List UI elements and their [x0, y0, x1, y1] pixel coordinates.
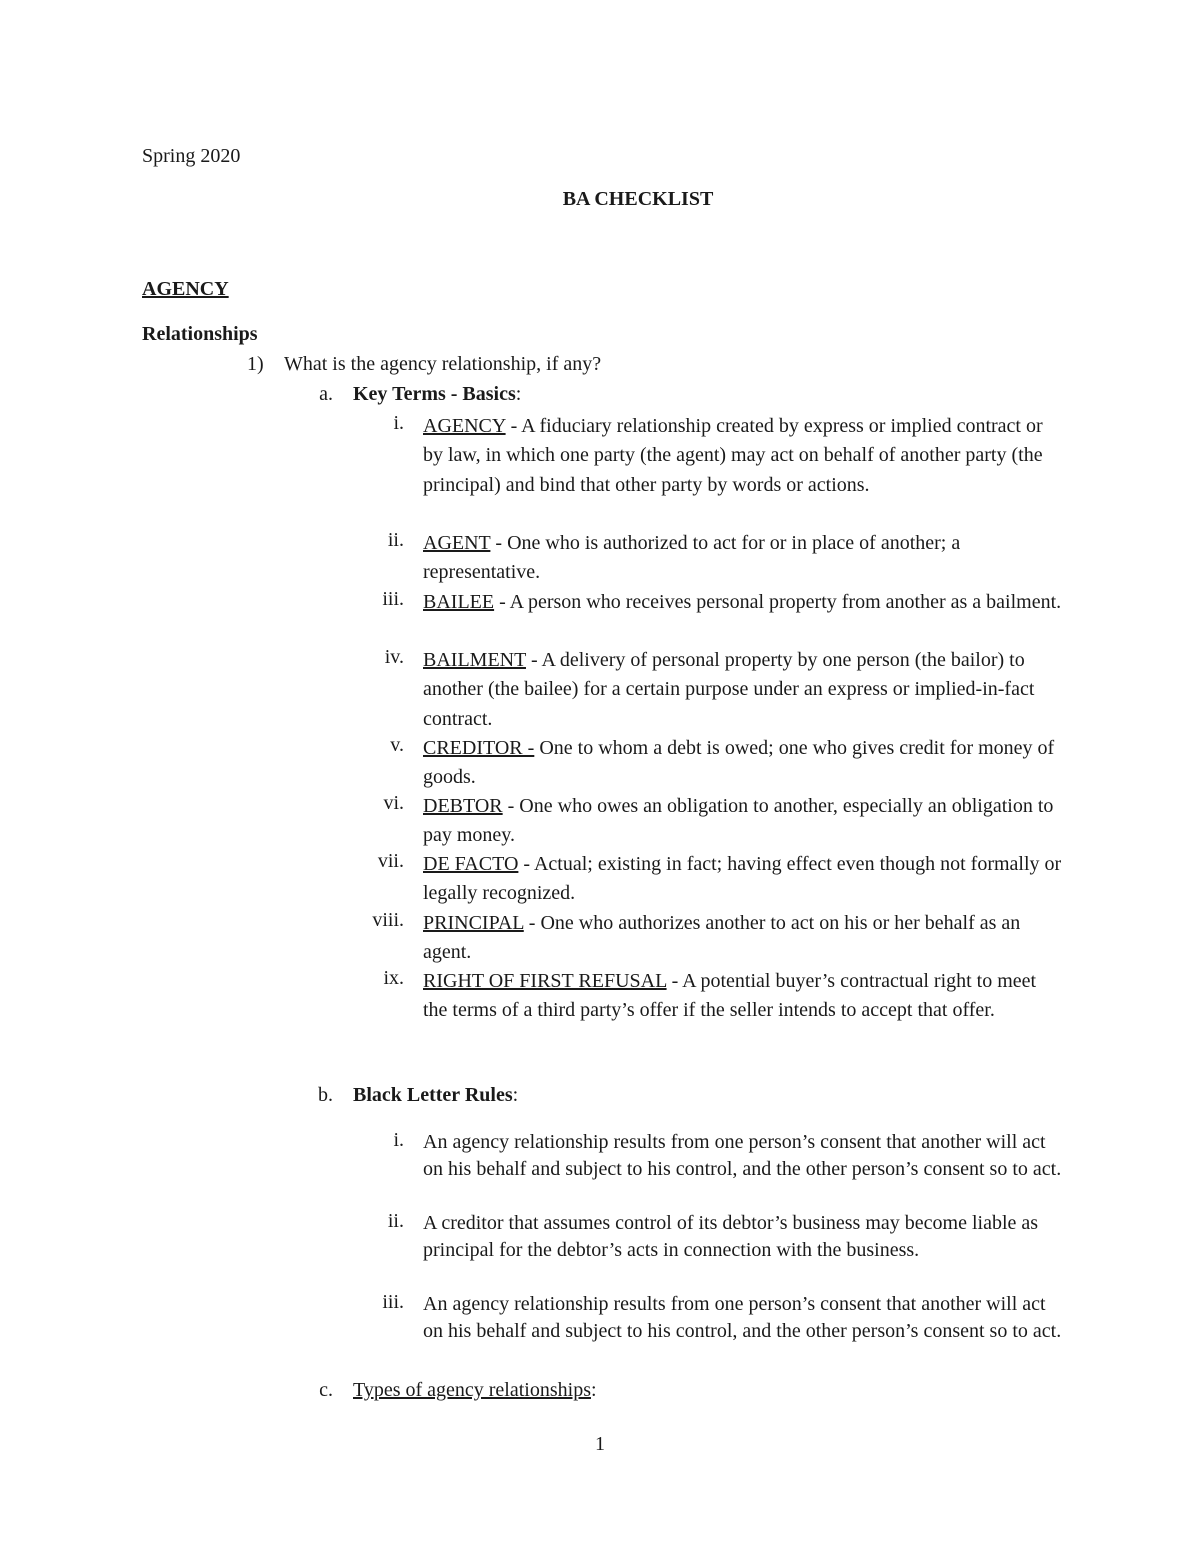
key-term-numeral: vi.: [383, 792, 404, 814]
key-term-name: AGENT: [423, 532, 491, 554]
types-colon: :: [590, 1379, 597, 1401]
key-term-numeral: ix.: [383, 967, 404, 989]
key-terms-heading-text: Key Terms - Basics: [353, 383, 516, 405]
key-term-numeral: ii.: [387, 529, 404, 551]
rule-numeral: i.: [393, 1129, 404, 1151]
key-term-name: PRINCIPAL: [423, 912, 524, 934]
key-term-item: [423, 909, 1063, 968]
key-term-item: [423, 850, 1063, 909]
key-term-numeral: viii.: [372, 909, 404, 931]
key-term-numeral: i.: [393, 412, 404, 434]
key-term-numeral: vii.: [377, 850, 404, 872]
types-heading: [353, 1379, 597, 1402]
key-term-item: [423, 529, 1063, 588]
key-term-name: CREDITOR -: [423, 737, 535, 759]
key-term-name: BAILEE: [423, 591, 495, 613]
key-term-item: [423, 792, 1063, 851]
key-term-name: BAILMENT: [423, 649, 526, 671]
black-letter-heading-text: Black Letter Rules: [353, 1084, 513, 1106]
document-header-term: Spring 2020: [142, 145, 241, 167]
key-term-name: RIGHT OF FIRST REFUSAL: [423, 970, 667, 992]
document-title: BA CHECKLIST: [562, 188, 714, 210]
key-term-definition: - One who owes an obligation to another, especially an obligation to pay money.: [423, 795, 1054, 847]
key-term-definition: - One who authorizes another to act on his or her behalf as an agent.: [423, 912, 1021, 964]
key-term-name: DEBTOR: [423, 795, 503, 817]
key-term-name: AGENCY: [423, 415, 506, 437]
key-term-item: [423, 588, 1063, 617]
key-term-item: [423, 646, 1063, 734]
black-letter-heading: [353, 1084, 518, 1107]
key-term-definition: - Actual; existing in fact; having effect even though not formally or legally recognized.: [423, 853, 1062, 905]
key-term-definition: One to whom a debt is owed; one who gives credit for money of goods.: [423, 737, 1055, 789]
key-term-item: [423, 412, 1063, 500]
key-term-numeral: v.: [390, 734, 404, 756]
key-term-definition: - A potential buyer’s contractual right to meet the terms of a third party’s offer if the seller intends to accept that offer.: [423, 970, 1037, 1022]
rule-text: An agency relationship results from one person’s consent that another will act on his behalf and subject to his control, and the other person’s consent so to act.: [423, 1293, 1062, 1343]
types-heading-text: Types of agency relationships: [353, 1379, 591, 1401]
key-term-numeral: iv.: [384, 646, 404, 668]
key-term-definition: - A delivery of personal property by one person (the bailor) to another (the bailee) for a certain purpose under an express or implied-in-fact contract.: [423, 649, 1035, 730]
subsection-heading: Relationships: [142, 323, 258, 345]
rule-numeral: iii.: [382, 1291, 404, 1313]
key-term-definition: - One who is authorized to act for or in place of another; a representative.: [423, 532, 961, 584]
black-letter-letter: b.: [318, 1084, 333, 1106]
question-number: 1): [247, 353, 264, 375]
black-letter-colon: :: [512, 1084, 519, 1106]
key-terms-heading: [353, 383, 521, 406]
rule-numeral: ii.: [387, 1210, 404, 1232]
key-terms-letter: a.: [319, 383, 333, 405]
page-number: 1: [595, 1433, 605, 1455]
key-term-name: DE FACTO: [423, 853, 519, 875]
section-heading: AGENCY: [142, 278, 229, 300]
key-term-numeral: iii.: [382, 588, 404, 610]
rule-text: An agency relationship results from one person’s consent that another will act on his behalf and subject to his control, and the other person’s consent so to act.: [423, 1131, 1062, 1181]
rule-text: A creditor that assumes control of its debtor’s business may become liable as principal for the debtor’s acts in connection with the business.: [423, 1212, 1039, 1262]
key-term-definition: - A person who receives personal property from another as a bailment.: [494, 591, 1062, 613]
key-terms-colon: :: [515, 383, 522, 405]
key-term-item: [423, 734, 1063, 793]
key-term-definition: - A fiduciary relationship created by express or implied contract or by law, in which one party (the agent) may act on behalf of another party (the principal) and bind that other party by words or actions.: [423, 415, 1043, 496]
key-term-item: [423, 967, 1063, 1026]
types-letter: c.: [319, 1379, 333, 1401]
question-text: What is the agency relationship, if any?: [284, 353, 602, 375]
